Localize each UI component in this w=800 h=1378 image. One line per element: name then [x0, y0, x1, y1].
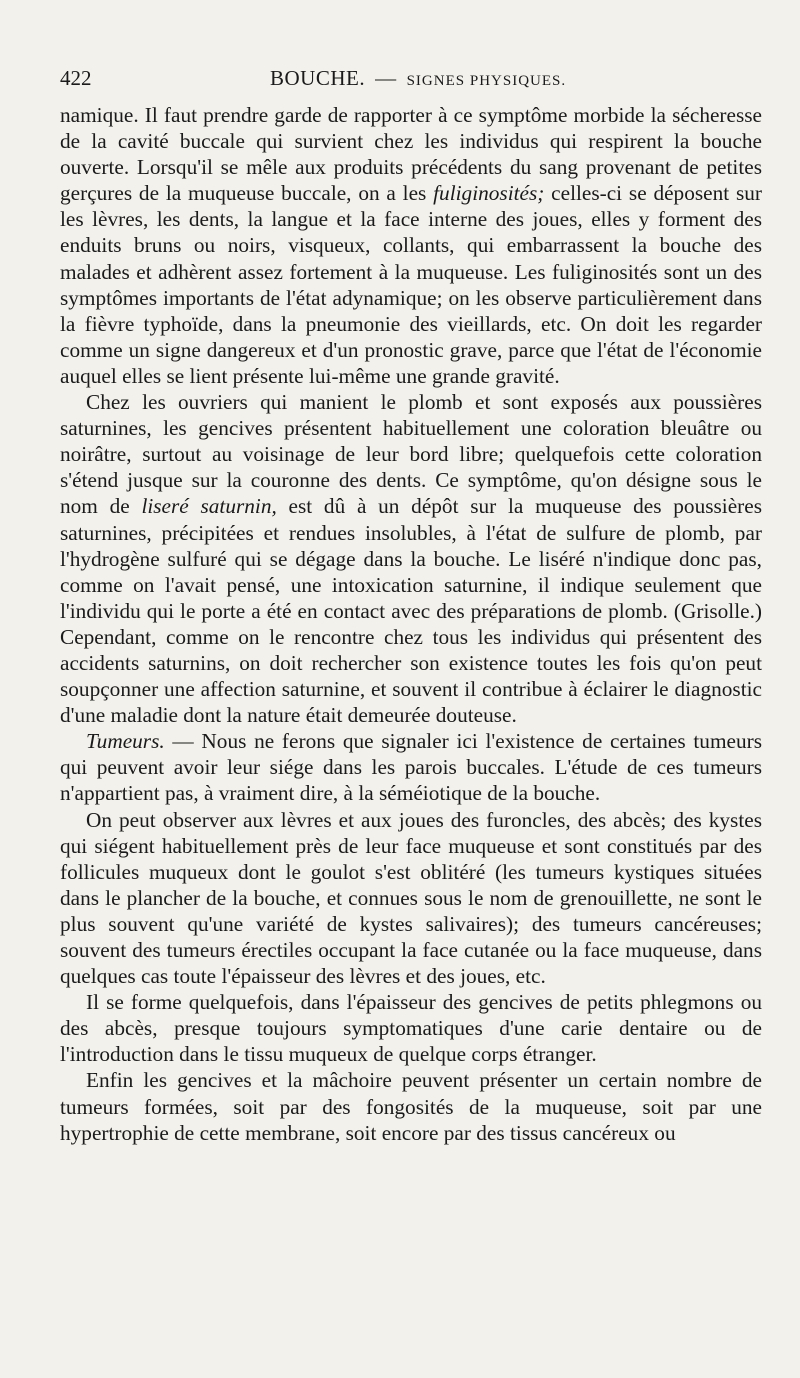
paragraph-liseré-saturnin: Chez les ouvriers qui manient le plomb et sont exposés aux poussières saturnines, les gencives présentent habituellement une coloration bleuâtre ou noirâtre, surtout au voisinage de leur bord libre; quelquefois cette coloration s'étend jusque sur la couronne des dents. Ce symptôme, qu'on désigne sous le nom de liseré saturnin, est dû à un dépôt sur la muqueuse des poussières saturnines, précipitées et rendues insolubles, à l'état de sulfure de plomb, par l'hydrogène sulfuré qui se dégage dans la bouche. Le liséré n'indique donc pas, comme on l'avait pensé, une intoxication saturnine, il indique seulement que l'individu qui le porte a été en contact avec des préparations de plomb. (Grisolle.) Cependant, comme on le rencontre chez tous les individus qui présentent des accidents saturnins, on doit rechercher son existence toutes les fois qu'on peut soupçonner une affection saturnine, et souvent il contribue à éclairer le diagnostic d'une maladie dont la nature était demeurée douteuse. [60, 390, 762, 728]
section-heading-tumeurs: Tumeurs. [86, 729, 165, 754]
paragraph-fuliginosites: namique. Il faut prendre garde de rapporter à ce symptôme morbide la sécheresse de la cavité buccale qui survient chez les individus qui respirent la bouche ouverte. Lorsqu'il se mêle aux produits précédents du sang provenant de petites gerçures de la muqueuse buccale, on a les fuliginosités; celles-ci se déposent sur les lèvres, les dents, la langue et la face interne des joues, elles y forment des enduits bruns ou noirs, visqueux, collants, qui embarrassent la bouche des malades et adhèrent assez fortement à la muqueuse. Les fuliginosités sont un des symptômes importants de l'état adynamique; on les observe particulièrement dans la fièvre typhoïde, dans la pneumonie des vieillards, etc. On doit les regarder comme un signe dangereux et d'un pronostic grave, parce que l'état de l'économie auquel elles se lient présente lui-même une grande gravité. [60, 103, 762, 388]
header-separator: — [375, 66, 397, 90]
page-number: 422 [60, 66, 92, 90]
term-fuliginosites: fuliginosités; [433, 181, 545, 206]
paragraph-tumeurs: Tumeurs. — Nous ne ferons que signaler ici l'existence de certaines tumeurs qui peuvent avoir leur siége dans les parois buccales. L'étude de ces tumeurs n'appartient pas, à vraiment dire, à la séméiotique de la bouche. [60, 729, 762, 806]
paragraph-gencives-tumeurs: Enfin les gencives et la mâchoire peuvent présenter un certain nombre de tumeurs formées, soit par des fongosités de la muqueuse, soit par une hypertrophie de cette membrane, soit encore par des tissus cancéreux ou [60, 1068, 762, 1145]
running-title [270, 62, 566, 97]
paragraph-gencives-abces: Il se forme quelquefois, dans l'épaisseur des gencives de petits phlegmons ou des abcès, presque toujours symptomatiques d'une carie dentaire ou de l'introduction dans le tissu muqueux de quelque corps étranger. [60, 990, 762, 1067]
chapter-title: BOUCHE. [270, 66, 366, 90]
term-lisere-saturnin: liseré saturnin, [141, 494, 277, 519]
text-body [60, 102, 762, 1146]
paragraph-levres-joues: On peut observer aux lèvres et aux joues des furoncles, des abcès; des kystes qui siégent habituellement près de leur face muqueuse et sont constitués par des follicules muqueux dont le goulot s'est oblitéré (les tumeurs kystiques situées dans le plancher de la bouche, et connues sous le nom de grenouillette, ne sont le plus souvent qu'une variété de kystes salivaires); des tumeurs cancéreuses; souvent des tumeurs érectiles occupant la face cutanée ou la face muqueuse, dans quelques cas toute l'épaisseur des lèvres et des joues, etc. [60, 807, 762, 989]
section-title: SIGNES PHYSIQUES. [406, 73, 567, 89]
running-header [60, 62, 762, 94]
